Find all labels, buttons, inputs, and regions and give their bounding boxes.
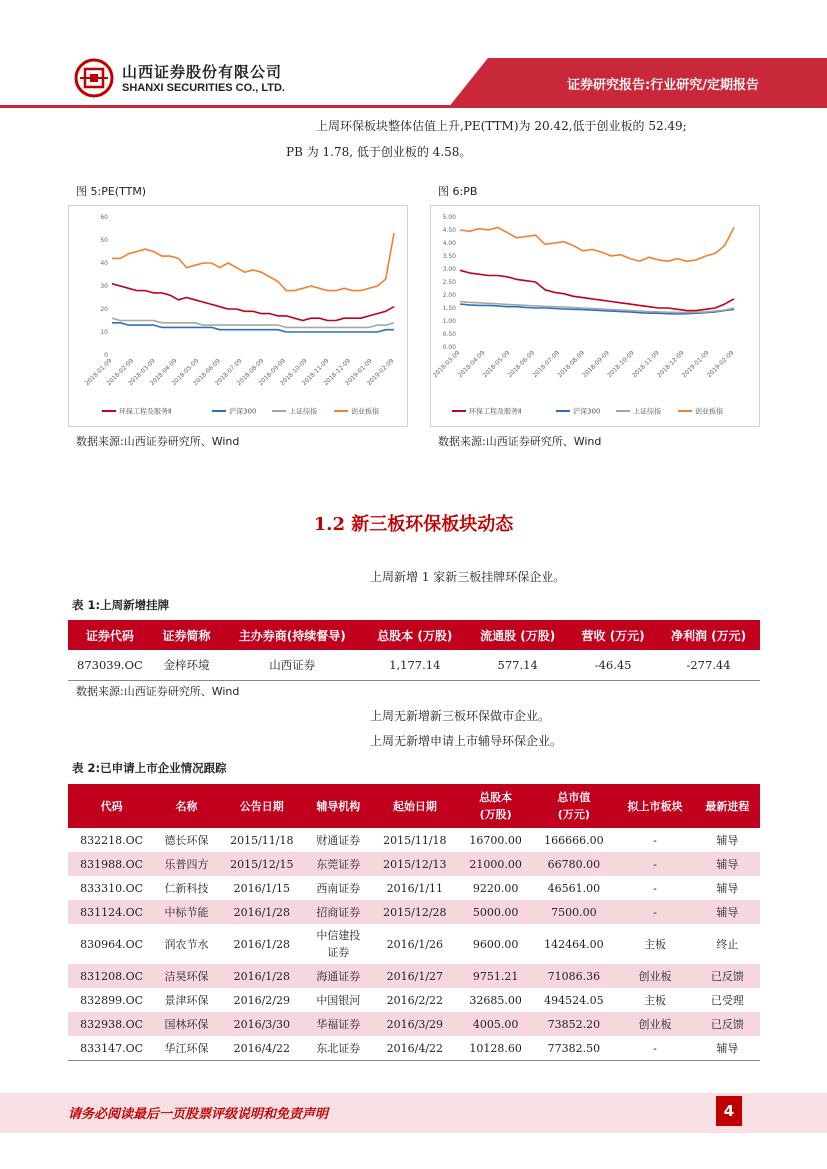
y-tick-label: 2.50 bbox=[442, 279, 456, 286]
table1-source: 数据来源:山西证券研究所、Wind bbox=[76, 685, 240, 698]
cell-total-shares: 1,177.14 bbox=[363, 650, 466, 681]
cell-name: 德长环保 bbox=[164, 833, 209, 847]
cell-name: 仁新科技 bbox=[164, 881, 209, 895]
table-row bbox=[68, 1012, 760, 1036]
ipo-tracking-table bbox=[68, 784, 760, 1061]
y-tick-label: 2.00 bbox=[442, 292, 456, 299]
x-tick-label: 2018-11-09 bbox=[631, 349, 661, 380]
cell-name: 华江环保 bbox=[155, 1036, 218, 1061]
cell-code: 832899.OC bbox=[80, 993, 144, 1007]
cell-board: 主板 bbox=[643, 993, 666, 1007]
page-header bbox=[0, 0, 827, 110]
table-row bbox=[68, 964, 760, 988]
cell-broker: 山西证券 bbox=[221, 650, 363, 681]
legend-label: 创业板指 bbox=[695, 407, 723, 416]
col-header: 营收 (万元) bbox=[569, 620, 657, 650]
cell-code: 833147.OC bbox=[68, 1036, 155, 1061]
cell-announce-date: 2015/11/18 bbox=[230, 833, 294, 847]
col-header: 拟上市板块 bbox=[615, 784, 695, 828]
x-tick-label: 2019-01-09 bbox=[680, 349, 711, 380]
col-header: 证券代码 bbox=[68, 620, 152, 650]
cell-start-date: 2016/1/11 bbox=[386, 881, 444, 895]
company-logo-icon bbox=[74, 58, 114, 98]
figure-pe-caption: 图 5:PE(TTM) bbox=[76, 185, 147, 198]
table-row bbox=[68, 900, 760, 924]
y-tick-label: 50 bbox=[100, 237, 108, 244]
legend-label: 上证综指 bbox=[289, 407, 317, 416]
table-row bbox=[68, 650, 760, 681]
cell-market-cap: 66780.00 bbox=[532, 852, 615, 876]
y-tick-label: 3.50 bbox=[442, 253, 456, 260]
cell-board: 创业板 bbox=[615, 964, 695, 988]
cell-market-cap: 142464.00 bbox=[544, 937, 604, 951]
cell-total-shares: 16700.00 bbox=[469, 833, 522, 847]
cell-progress: 辅导 bbox=[695, 852, 760, 876]
y-tick-label: 0.00 bbox=[442, 344, 456, 351]
cell-advisor: 财通证券 bbox=[316, 833, 361, 847]
cell-board: 创业板 bbox=[615, 1012, 695, 1036]
y-tick-label: 4.50 bbox=[442, 227, 456, 234]
cell-market-cap: 73852.20 bbox=[532, 1012, 615, 1036]
pb-chart bbox=[430, 205, 760, 427]
cell-total-shares: 9600.00 bbox=[472, 937, 519, 951]
market-making-text: 上周无新增新三板环保做市企业。 bbox=[370, 709, 551, 723]
cell-start-date: 2016/1/26 bbox=[386, 937, 444, 951]
chart-frame bbox=[431, 206, 760, 427]
cell-advisor: 招商证券 bbox=[306, 900, 371, 924]
cell-total-shares: 5000.00 bbox=[459, 900, 533, 924]
col-header: 总股本 (万股) bbox=[363, 620, 466, 650]
legend-label: 环保工程及服务Ⅱ bbox=[119, 407, 172, 416]
cell-name: 中标节能 bbox=[155, 900, 218, 924]
x-tick-label: 2018-03-09 bbox=[431, 349, 462, 380]
intro-line-1: 上周环保板块整体估值上升,PE(TTM)为 20.42,低于创业板的 52.49; bbox=[316, 119, 687, 133]
cell-code: 831124.OC bbox=[68, 900, 155, 924]
cell-start-date: 2016/1/27 bbox=[371, 964, 459, 988]
col-header: 证券简称 bbox=[152, 620, 221, 650]
legend-label: 沪深300 bbox=[573, 407, 601, 416]
cell-advisor: 东北证券 bbox=[306, 1036, 371, 1061]
y-tick-label: 20 bbox=[100, 306, 108, 313]
cell-board: - bbox=[653, 833, 657, 847]
cell-board: - bbox=[653, 881, 657, 895]
cell-code: 831988.OC bbox=[68, 852, 155, 876]
new-listing-table bbox=[68, 620, 760, 681]
cell-start-date: 2016/4/22 bbox=[371, 1036, 459, 1061]
table-row bbox=[68, 1036, 760, 1061]
cell-board: - bbox=[615, 1036, 695, 1061]
figure-pe-source: 数据来源:山西证券研究所、Wind bbox=[76, 435, 240, 448]
cell-total-shares: 4005.00 bbox=[459, 1012, 533, 1036]
chart-frame bbox=[69, 206, 408, 427]
section-title: 1.2 新三板环保板块动态 bbox=[313, 514, 514, 535]
cell-market-cap: 7500.00 bbox=[532, 900, 615, 924]
pe-ttm-chart bbox=[68, 205, 408, 427]
y-tick-label: 3.00 bbox=[442, 266, 456, 273]
cell-advisor: 海通证券 bbox=[306, 964, 371, 988]
table-row bbox=[68, 924, 760, 964]
cell-progress: 辅导 bbox=[695, 900, 760, 924]
cell-advisor: 中信建投 证券 bbox=[316, 929, 361, 959]
cell-announce-date: 2016/1/28 bbox=[218, 900, 306, 924]
col-header: 代码 bbox=[68, 784, 155, 828]
cell-market-cap: 77382.50 bbox=[532, 1036, 615, 1061]
col-header: 流通股 (万股) bbox=[466, 620, 569, 650]
table-row bbox=[68, 988, 760, 1012]
figure-pb-caption: 图 6:PB bbox=[438, 185, 478, 198]
cell-market-cap: 71086.36 bbox=[532, 964, 615, 988]
col-header: 主办券商(持续督导) bbox=[221, 620, 363, 650]
col-header: 辅导机构 bbox=[306, 784, 371, 828]
cell-name: 金梓环境 bbox=[152, 650, 221, 681]
x-tick-label: 2018-01-09 bbox=[83, 357, 114, 388]
cell-announce-date: 2016/4/22 bbox=[218, 1036, 306, 1061]
x-tick-label: 2019-02-09 bbox=[705, 349, 736, 380]
x-tick-label: 2018-11-09 bbox=[300, 357, 331, 388]
cell-start-date: 2016/3/29 bbox=[371, 1012, 459, 1036]
cell-start-date: 2015/11/18 bbox=[383, 833, 447, 847]
cell-progress: 辅导 bbox=[695, 1036, 760, 1061]
cell-progress: 终止 bbox=[716, 937, 739, 951]
x-tick-label: 2018-06-09 bbox=[506, 349, 537, 380]
x-tick-label: 2018-12-09 bbox=[655, 349, 686, 380]
table-header-row bbox=[68, 620, 760, 650]
x-tick-label: 2018-05-09 bbox=[481, 349, 512, 380]
intro-line-2: PB 为 1.78, 低于创业板的 4.58。 bbox=[286, 145, 472, 159]
table2-caption: 表 2:已申请上市企业情况跟踪 bbox=[72, 761, 227, 775]
table-row bbox=[68, 828, 760, 852]
y-tick-label: 10 bbox=[100, 329, 108, 336]
y-tick-label: 0.50 bbox=[442, 331, 456, 338]
disclaimer-text: 请务必阅读最后一页股票评级说明和免责声明 bbox=[68, 1107, 329, 1122]
cell-revenue: -46.45 bbox=[569, 650, 657, 681]
table1-caption: 表 1:上周新增挂牌 bbox=[72, 598, 170, 612]
y-tick-label: 4.00 bbox=[442, 240, 456, 247]
legend-label: 环保工程及服务Ⅱ bbox=[469, 407, 522, 416]
y-tick-label: 1.00 bbox=[442, 318, 456, 325]
cell-market-cap: 494524.05 bbox=[544, 993, 604, 1007]
col-header: 总市值 (万元) bbox=[532, 784, 615, 828]
x-tick-label: 2018-09-09 bbox=[581, 349, 611, 380]
cell-name: 景津环保 bbox=[164, 993, 209, 1007]
cell-progress: 已反馈 bbox=[695, 1012, 760, 1036]
x-tick-label: 2018-10-09 bbox=[606, 349, 636, 380]
company-name-en: SHANXI SECURITIES CO., LTD. bbox=[122, 82, 285, 94]
cell-float-shares: 577.14 bbox=[466, 650, 569, 681]
col-header: 名称 bbox=[155, 784, 218, 828]
x-tick-label: 2018-08-09 bbox=[235, 357, 266, 388]
cell-announce-date: 2016/3/30 bbox=[218, 1012, 306, 1036]
cell-total-shares: 32685.00 bbox=[469, 993, 522, 1007]
table-header-row bbox=[68, 784, 760, 828]
x-tick-label: 2018-05-09 bbox=[170, 357, 201, 388]
figure-pb-source: 数据来源:山西证券研究所、Wind bbox=[438, 435, 602, 448]
x-tick-label: 2018-07-09 bbox=[531, 349, 562, 380]
x-tick-label: 2018-07-09 bbox=[213, 357, 244, 388]
y-tick-label: 1.50 bbox=[442, 305, 456, 312]
x-tick-label: 2018-03-09 bbox=[127, 357, 157, 388]
cell-code: 832938.OC bbox=[68, 1012, 155, 1036]
cell-total-shares: 10128.60 bbox=[459, 1036, 533, 1061]
cell-name: 乐普四方 bbox=[155, 852, 218, 876]
x-tick-label: 2019-02-09 bbox=[365, 357, 396, 388]
y-tick-label: 60 bbox=[100, 214, 108, 221]
cell-board: - bbox=[615, 852, 695, 876]
y-tick-label: 5.00 bbox=[442, 214, 456, 221]
table-row bbox=[68, 876, 760, 900]
report-type: 证券研究报告:行业研究/定期报告 bbox=[567, 78, 759, 93]
cell-advisor: 华福证券 bbox=[306, 1012, 371, 1036]
col-header: 总股本 (万股) bbox=[459, 784, 533, 828]
cell-progress: 已反馈 bbox=[695, 964, 760, 988]
cell-advisor: 东莞证券 bbox=[306, 852, 371, 876]
x-tick-label: 2018-04-09 bbox=[456, 349, 487, 380]
cell-progress: 辅导 bbox=[716, 833, 739, 847]
cell-name: 洁昊环保 bbox=[155, 964, 218, 988]
company-name-cn: 山西证券股份有限公司 bbox=[122, 63, 283, 81]
y-tick-label: 30 bbox=[100, 283, 108, 290]
cell-board: - bbox=[615, 900, 695, 924]
col-header: 起始日期 bbox=[371, 784, 459, 828]
cell-start-date: 2016/2/22 bbox=[386, 993, 444, 1007]
cell-announce-date: 2016/1/15 bbox=[233, 881, 290, 895]
cell-board: 主板 bbox=[643, 937, 666, 951]
cell-announce-date: 2016/1/28 bbox=[218, 964, 306, 988]
cell-name: 国林环保 bbox=[155, 1012, 218, 1036]
new-listing-text: 上周新增 1 家新三板挂牌环保企业。 bbox=[370, 570, 566, 584]
cell-code: 833310.OC bbox=[80, 881, 144, 895]
cell-total-shares: 21000.00 bbox=[459, 852, 533, 876]
x-tick-label: 2018-12-09 bbox=[322, 357, 353, 388]
page-number: 4 bbox=[716, 1096, 742, 1126]
cell-advisor: 中国银河 bbox=[316, 993, 361, 1007]
col-header: 最新进程 bbox=[695, 784, 760, 828]
x-tick-label: 2018-02-09 bbox=[105, 357, 136, 388]
cell-code: 873039.OC bbox=[68, 650, 152, 681]
x-tick-label: 2018-10-09 bbox=[279, 357, 309, 388]
cell-announce-date: 2016/1/28 bbox=[233, 937, 290, 951]
cell-code: 830964.OC bbox=[80, 937, 144, 951]
cell-total-shares: 9751.21 bbox=[459, 964, 533, 988]
cell-progress: 已受理 bbox=[710, 993, 744, 1007]
table-row bbox=[68, 852, 760, 876]
y-tick-label: 0 bbox=[104, 352, 108, 359]
cell-total-shares: 9220.00 bbox=[472, 881, 519, 895]
cell-market-cap: 46561.00 bbox=[547, 881, 601, 895]
col-header: 净利润 (万元) bbox=[657, 620, 760, 650]
cell-market-cap: 166666.00 bbox=[544, 833, 604, 847]
x-tick-label: 2018-04-09 bbox=[148, 357, 179, 388]
cell-announce-date: 2016/2/29 bbox=[233, 993, 290, 1007]
cell-start-date: 2015/12/13 bbox=[371, 852, 459, 876]
y-tick-label: 40 bbox=[100, 260, 108, 267]
x-tick-label: 2019-01-09 bbox=[344, 357, 374, 388]
x-tick-label: 2018-06-09 bbox=[192, 357, 222, 388]
col-header: 公告日期 bbox=[218, 784, 306, 828]
tutoring-text: 上周无新增申请上市辅导环保企业。 bbox=[370, 734, 563, 748]
cell-progress: 辅导 bbox=[716, 881, 739, 895]
cell-code: 831208.OC bbox=[68, 964, 155, 988]
cell-advisor: 西南证券 bbox=[316, 881, 361, 895]
legend-label: 创业板指 bbox=[351, 407, 379, 416]
cell-code: 832218.OC bbox=[80, 833, 144, 847]
cell-name: 润农节水 bbox=[164, 937, 209, 951]
cell-announce-date: 2015/12/15 bbox=[218, 852, 306, 876]
cell-start-date: 2015/12/28 bbox=[371, 900, 459, 924]
x-tick-label: 2018-08-09 bbox=[556, 349, 586, 380]
x-tick-label: 2018-09-09 bbox=[257, 357, 287, 388]
legend-label: 沪深300 bbox=[229, 407, 257, 416]
legend-label: 上证综指 bbox=[633, 407, 661, 416]
cell-net-profit: -277.44 bbox=[657, 650, 760, 681]
